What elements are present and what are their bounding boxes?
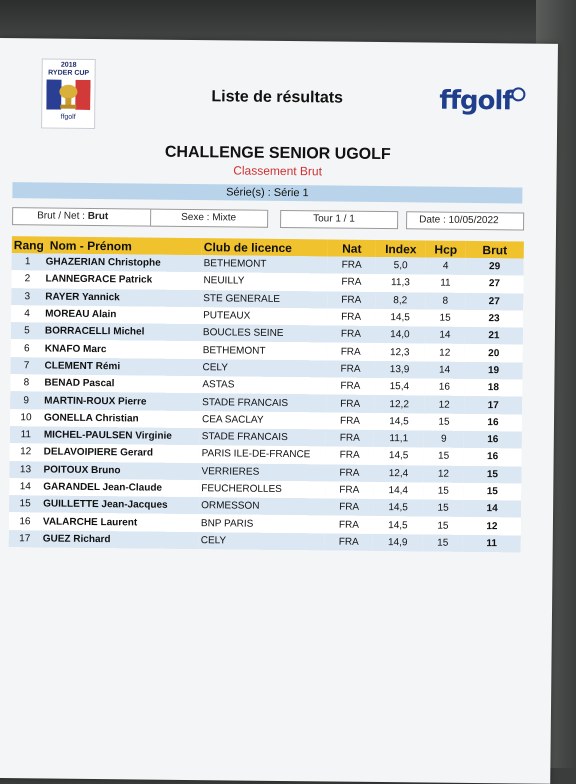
nationality-cell: FRA: [326, 447, 374, 465]
index-cell: 13,9: [374, 361, 424, 379]
handicap-cell: 15: [423, 500, 463, 518]
rank-cell: 4: [11, 305, 43, 323]
player-name-cell: GUILLETTE Jean-Jacques: [41, 496, 199, 515]
index-cell: 11,3: [375, 274, 425, 292]
index-cell: 12,2: [374, 395, 424, 413]
handicap-cell: 15: [423, 517, 463, 535]
brut-net-label: Brut / Net :: [37, 210, 88, 222]
column-header-index: Index: [376, 240, 426, 258]
results-table: [9, 236, 524, 552]
rank-cell: 15: [9, 495, 41, 513]
nationality-cell: FRA: [325, 499, 373, 517]
club-cell: BETHEMONT: [201, 342, 327, 361]
column-header-nat: Nat: [328, 239, 376, 257]
index-cell: 11,1: [374, 430, 424, 448]
brut-score-cell: 16: [464, 414, 522, 432]
handicap-cell: 15: [424, 413, 464, 431]
index-cell: 14,4: [373, 482, 423, 500]
club-cell: FEUCHEROLLES: [199, 480, 325, 499]
handicap-cell: 15: [425, 309, 465, 327]
player-name-cell: GARANDEL Jean-Claude: [41, 478, 199, 497]
handicap-cell: 14: [424, 361, 464, 379]
handicap-cell: 15: [423, 534, 463, 552]
player-name-cell: GUEZ Richard: [41, 530, 199, 549]
rank-cell: 3: [11, 288, 43, 306]
brut-score-cell: 14: [463, 500, 521, 518]
handicap-cell: 16: [424, 379, 464, 397]
nationality-cell: FRA: [326, 429, 374, 447]
player-name-cell: RAYER Yannick: [43, 288, 201, 307]
brut-score-cell: 16: [464, 431, 522, 449]
club-cell: NEUILLY: [201, 272, 327, 291]
club-cell: BNP PARIS: [199, 515, 325, 534]
player-name-cell: GONELLA Christian: [42, 409, 200, 428]
tour-filter: Tour 1 / 1: [280, 210, 398, 229]
club-cell: STADE FRANCAIS: [200, 393, 326, 412]
column-header-hcp: Hcp: [426, 240, 466, 257]
nationality-cell: FRA: [326, 412, 374, 430]
player-name-cell: GHAZERIAN Christophe: [44, 253, 202, 272]
document-title: Liste de résultats: [211, 88, 344, 107]
handicap-cell: 12: [423, 465, 463, 483]
brut-score-cell: 15: [463, 483, 521, 501]
nationality-cell: FRA: [326, 378, 374, 396]
results-body: [9, 253, 524, 552]
rank-cell: 13: [9, 461, 41, 479]
player-name-cell: MOREAU Alain: [43, 305, 201, 324]
club-cell: BOUCLES SEINE: [201, 324, 327, 343]
nationality-cell: FRA: [328, 256, 376, 274]
brut-score-cell: 16: [464, 448, 522, 466]
club-cell: ORMESSON: [199, 497, 325, 516]
index-cell: 14,5: [373, 499, 423, 517]
player-name-cell: KNAFO Marc: [43, 340, 201, 359]
logo-subtitle: ffgolf: [60, 113, 76, 121]
nationality-cell: FRA: [325, 533, 373, 551]
player-name-cell: MICHEL-PAULSEN Virginie: [42, 426, 200, 445]
player-name-cell: LANNEGRACE Patrick: [43, 271, 201, 290]
handicap-cell: 12: [425, 344, 465, 362]
event-title: CHALLENGE SENIOR UGOLF: [164, 143, 391, 164]
column-header-brut: Brut: [466, 241, 524, 259]
club-cell: PARIS ILE-DE-FRANCE: [200, 445, 326, 464]
player-name-cell: DELAVOIPIERE Gerard: [42, 444, 200, 463]
ffgolf-logo: ffgolf: [439, 85, 513, 117]
index-cell: 14,5: [374, 413, 424, 431]
index-cell: 15,4: [374, 378, 424, 396]
index-cell: 12,3: [375, 343, 425, 361]
nationality-cell: FRA: [326, 395, 374, 413]
brut-net-value: Brut: [87, 210, 109, 223]
brut-score-cell: 21: [465, 327, 523, 345]
rank-cell: 2: [11, 270, 43, 288]
index-cell: 14,9: [373, 534, 423, 552]
club-cell: VERRIERES: [199, 463, 325, 482]
date-filter: Date : 10/05/2022: [406, 211, 524, 230]
brut-net-filter: [12, 207, 160, 227]
column-header-nom: Nom - Prénom: [44, 236, 202, 255]
player-name-cell: VALARCHE Laurent: [41, 513, 199, 532]
handicap-cell: 15: [424, 448, 464, 466]
brut-score-cell: 27: [465, 275, 523, 293]
club-cell: ASTAS: [200, 376, 326, 395]
player-name-cell: POITOUX Bruno: [41, 461, 199, 480]
nationality-cell: FRA: [327, 343, 375, 361]
index-cell: 12,4: [373, 464, 423, 482]
nationality-cell: FRA: [326, 360, 374, 378]
brut-score-cell: 11: [463, 535, 521, 553]
brut-score-cell: 29: [466, 258, 524, 276]
handicap-cell: 15: [423, 482, 463, 500]
nationality-cell: FRA: [327, 291, 375, 309]
rank-cell: 6: [11, 340, 43, 358]
handicap-cell: 4: [426, 257, 466, 275]
rank-cell: 7: [10, 357, 42, 375]
brut-score-cell: 19: [464, 362, 522, 380]
club-cell: CELY: [200, 359, 326, 378]
index-cell: 5,0: [376, 257, 426, 275]
brut-score-cell: 27: [465, 292, 523, 310]
results-sheet: [0, 38, 558, 784]
club-cell: BETHEMONT: [202, 255, 328, 274]
rank-cell: 5: [11, 322, 43, 340]
player-name-cell: BENAD Pascal: [42, 375, 200, 394]
column-header-club: Club de licence: [202, 238, 328, 256]
rank-cell: 1: [12, 253, 44, 271]
club-cell: STE GENERALE: [201, 290, 327, 309]
handicap-cell: 14: [425, 327, 465, 345]
brut-score-cell: 12: [463, 517, 521, 535]
nationality-cell: FRA: [325, 464, 373, 482]
handicap-cell: 9: [424, 430, 464, 448]
serie-bar: Série(s) : Série 1: [12, 182, 522, 203]
nationality-cell: FRA: [327, 274, 375, 292]
rank-cell: 9: [10, 392, 42, 410]
index-cell: 8,2: [375, 292, 425, 310]
classement-subtitle: Classement Brut: [233, 163, 323, 179]
nationality-cell: FRA: [327, 326, 375, 344]
rank-cell: 17: [9, 530, 41, 548]
nationality-cell: FRA: [325, 481, 373, 499]
club-cell: PUTEAUX: [201, 307, 327, 326]
club-cell: CEA SACLAY: [200, 411, 326, 430]
ffgolf-logo-mark-icon: [511, 87, 525, 101]
rank-cell: 14: [9, 478, 41, 496]
trophy-flag-icon: [46, 79, 90, 109]
rank-cell: 16: [9, 513, 41, 531]
handicap-cell: 11: [425, 275, 465, 293]
handicap-cell: 8: [425, 292, 465, 310]
ryder-cup-logo: [41, 58, 96, 129]
handicap-cell: 12: [424, 396, 464, 414]
logo-name: RYDER CUP: [48, 69, 90, 77]
index-cell: 14,0: [375, 326, 425, 344]
rank-cell: 11: [10, 426, 42, 444]
brut-score-cell: 17: [464, 396, 522, 414]
nationality-cell: FRA: [325, 516, 373, 534]
player-name-cell: MARTIN-ROUX Pierre: [42, 392, 200, 411]
nationality-cell: FRA: [327, 308, 375, 326]
club-cell: STADE FRANCAIS: [200, 428, 326, 447]
index-cell: 14,5: [375, 309, 425, 327]
club-cell: CELY: [199, 532, 325, 551]
rank-cell: 12: [10, 443, 42, 461]
brut-score-cell: 20: [465, 344, 523, 362]
brut-score-cell: 23: [465, 310, 523, 328]
logo-year: 2018: [60, 61, 77, 69]
brut-score-cell: 18: [464, 379, 522, 397]
rank-cell: 10: [10, 409, 42, 427]
player-name-cell: BORRACELLI Michel: [43, 323, 201, 342]
index-cell: 14,5: [374, 447, 424, 465]
rank-cell: 8: [10, 374, 42, 392]
player-name-cell: CLEMENT Rémi: [42, 357, 200, 376]
brut-score-cell: 15: [463, 465, 521, 483]
column-header-rang: Rang: [12, 236, 44, 253]
index-cell: 14,5: [373, 516, 423, 534]
sexe-filter: Sexe : Mixte: [150, 209, 268, 228]
